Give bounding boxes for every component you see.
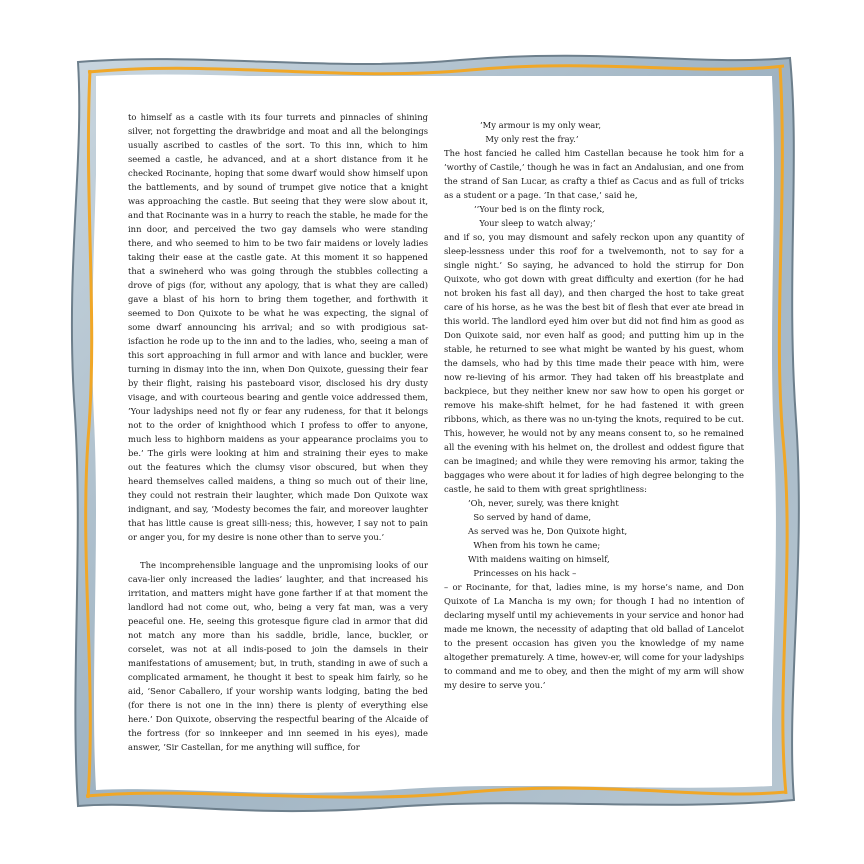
verse-3: ’Oh, never, surely, was there knight So served by hand of dame, As served was he, Don Quixote hight, When from his town he came; With maidens waiting on himself, Princesses on his hack – (468, 498, 628, 578)
right-column (444, 118, 744, 692)
right-paragraph-1: The host fancied he called him Castellan because he took him for a ’worthy of Castile,’ though he was in fact an Andalusian, and one from the strand of San Lucar, as crafty a thief as Cacus and as full of tricks as a student or a page. ’In that case,’ said he, (444, 148, 744, 200)
left-column (128, 110, 428, 754)
verse-1: ’My armour is my only wear, My only rest the fray.’ (480, 120, 602, 144)
book-page (96, 76, 772, 786)
left-paragraph-1: to himself as a castle with its four turrets and pinnacles of shining silver, not forgetting the drawbridge and moat and all the belongings usually ascribed to castles of the sort. To this inn, which to him seemed a castle, he advanced, and at a short distance from it he checked Rocinante, hoping that some dwarf would show himself upon the battlements, and by sound of trumpet give notice that a knight was approaching the castle. But seeing that they were slow about it, and that Rocinante was in a hurry to reach the stable, he made for the inn door, and perceived the two gay damsels who were standing there, and who seemed to him to be two fair maidens or lovely ladies taking their ease at the castle gate. At this moment it so happened that a swineherd who was going through the stubbles collecting a drove of pigs (for, without any apology, that is what they are called) gave a blast of his horn to bring them together, and forthwith it seemed to Don Quixote to be what he was expecting, the signal of some dwarf announcing his arrival; and so with prodigious sat-isfaction he rode up to the inn and to the ladies, who, seeing a man of this sort approaching in full armor and with lance and buckler, were turning in dismay into the inn, when Don Quixote, guessing their fear by their flight, raising his pasteboard visor, disclosed his dry dusty visage, and with courteous bearing and gentle voice addressed them, ’Your ladyships need not fly or fear any rudeness, for that it belongs not to the order of knighthood which I profess to offer to anyone, much less to highborn maidens as your appearance proclaims you to be.’ The girls were looking at him and straining their eyes to make out the features which the clumsy visor obscured, but when they heard themselves called maidens, a thing so much out of their line, they could not restrain their laughter, which made Don Quixote wax indignant, and say, ’Modesty becomes the fair, and moreover laughter that has little cause is great silli-ness; this, however, I say not to pain or anger you, for my desire is none other than to serve you.’ (128, 112, 428, 542)
left-paragraph-2: The incomprehensible language and the unpromising looks of our cava-lier only increased the ladies’ laughter, and that increased his irritation, and matters might have gone farther if at that moment the landlord had not come out, who, being a very fat man, was a very peaceful one. He, seeing this grotesque figure clad in armor that did not match any more than his saddle, bridle, lance, buckler, or corselet, was not at all indis-posed to join the damsels in their manifestations of amusement; but, in truth, standing in awe of such a complicated armament, he thought it best to speak him fairly, so he aid, ’Senor Caballero, if your worship wants lodging, bating the bed (for there is not one in the inn) there is plenty of everything else here.’ Don Quixote, observing the respectful bearing of the Alcaide of the fortress (for so innkeeper and inn seemed in his eyes), made answer, ’Sir Castellan, for me anything will suffice, for (128, 560, 428, 752)
paragraph-gap (128, 544, 428, 558)
right-paragraph-2: and if so, you may dismount and safely reckon upon any quantity of sleep-lessness under this roof for a twelvemonth, not to say for a single night.’ So saying, he advanced to hold the stirrup for Don Quixote, who got down with great difficulty and exertion (for he had not broken his fast all day), and then charged the host to take great care of his horse, as he was the best bit of flesh that ever ate bread in this world. The landlord eyed him over but did not find him as good as Don Quixote said, nor even half as good; and putting him up in the stable, he returned to see what might be wanted by his guest, whom the damsels, who had by this time made their peace with him, were now re-lieving of his armor. They had taken off his breastplate and backpiece, but they neither knew nor saw how to open his gorget or remove his make-shift helmet, for he had fastened it with green ribbons, which, as there was no un-tying the knots, required to be cut. This, however, he would not by any means consent to, so he remained all the evening with his helmet on, the drollest and oddest figure that can be imagined; and while they were removing his armor, taking the baggages who were about it for ladies of high degree belonging to the castle, he said to them with great sprightliness: (444, 232, 744, 494)
right-paragraph-3: – or Rocinante, for that, ladies mine, is my horse’s name, and Don Quixote of La Mancha is my own; for though I had no intention of declaring myself until my achievements in your service and honor had made me known, the necessity of adapting that old ballad of Lancelot to the present occasion has given you the knowledge of my name altogether prematurely. A time, howev-er, will come for your ladyships to command and me to obey, and then the might of my arm will show my desire to serve you.’ (444, 582, 744, 690)
verse-2: ’’Your bed is on the flinty rock, Your sleep to watch alway;’ (474, 204, 605, 228)
